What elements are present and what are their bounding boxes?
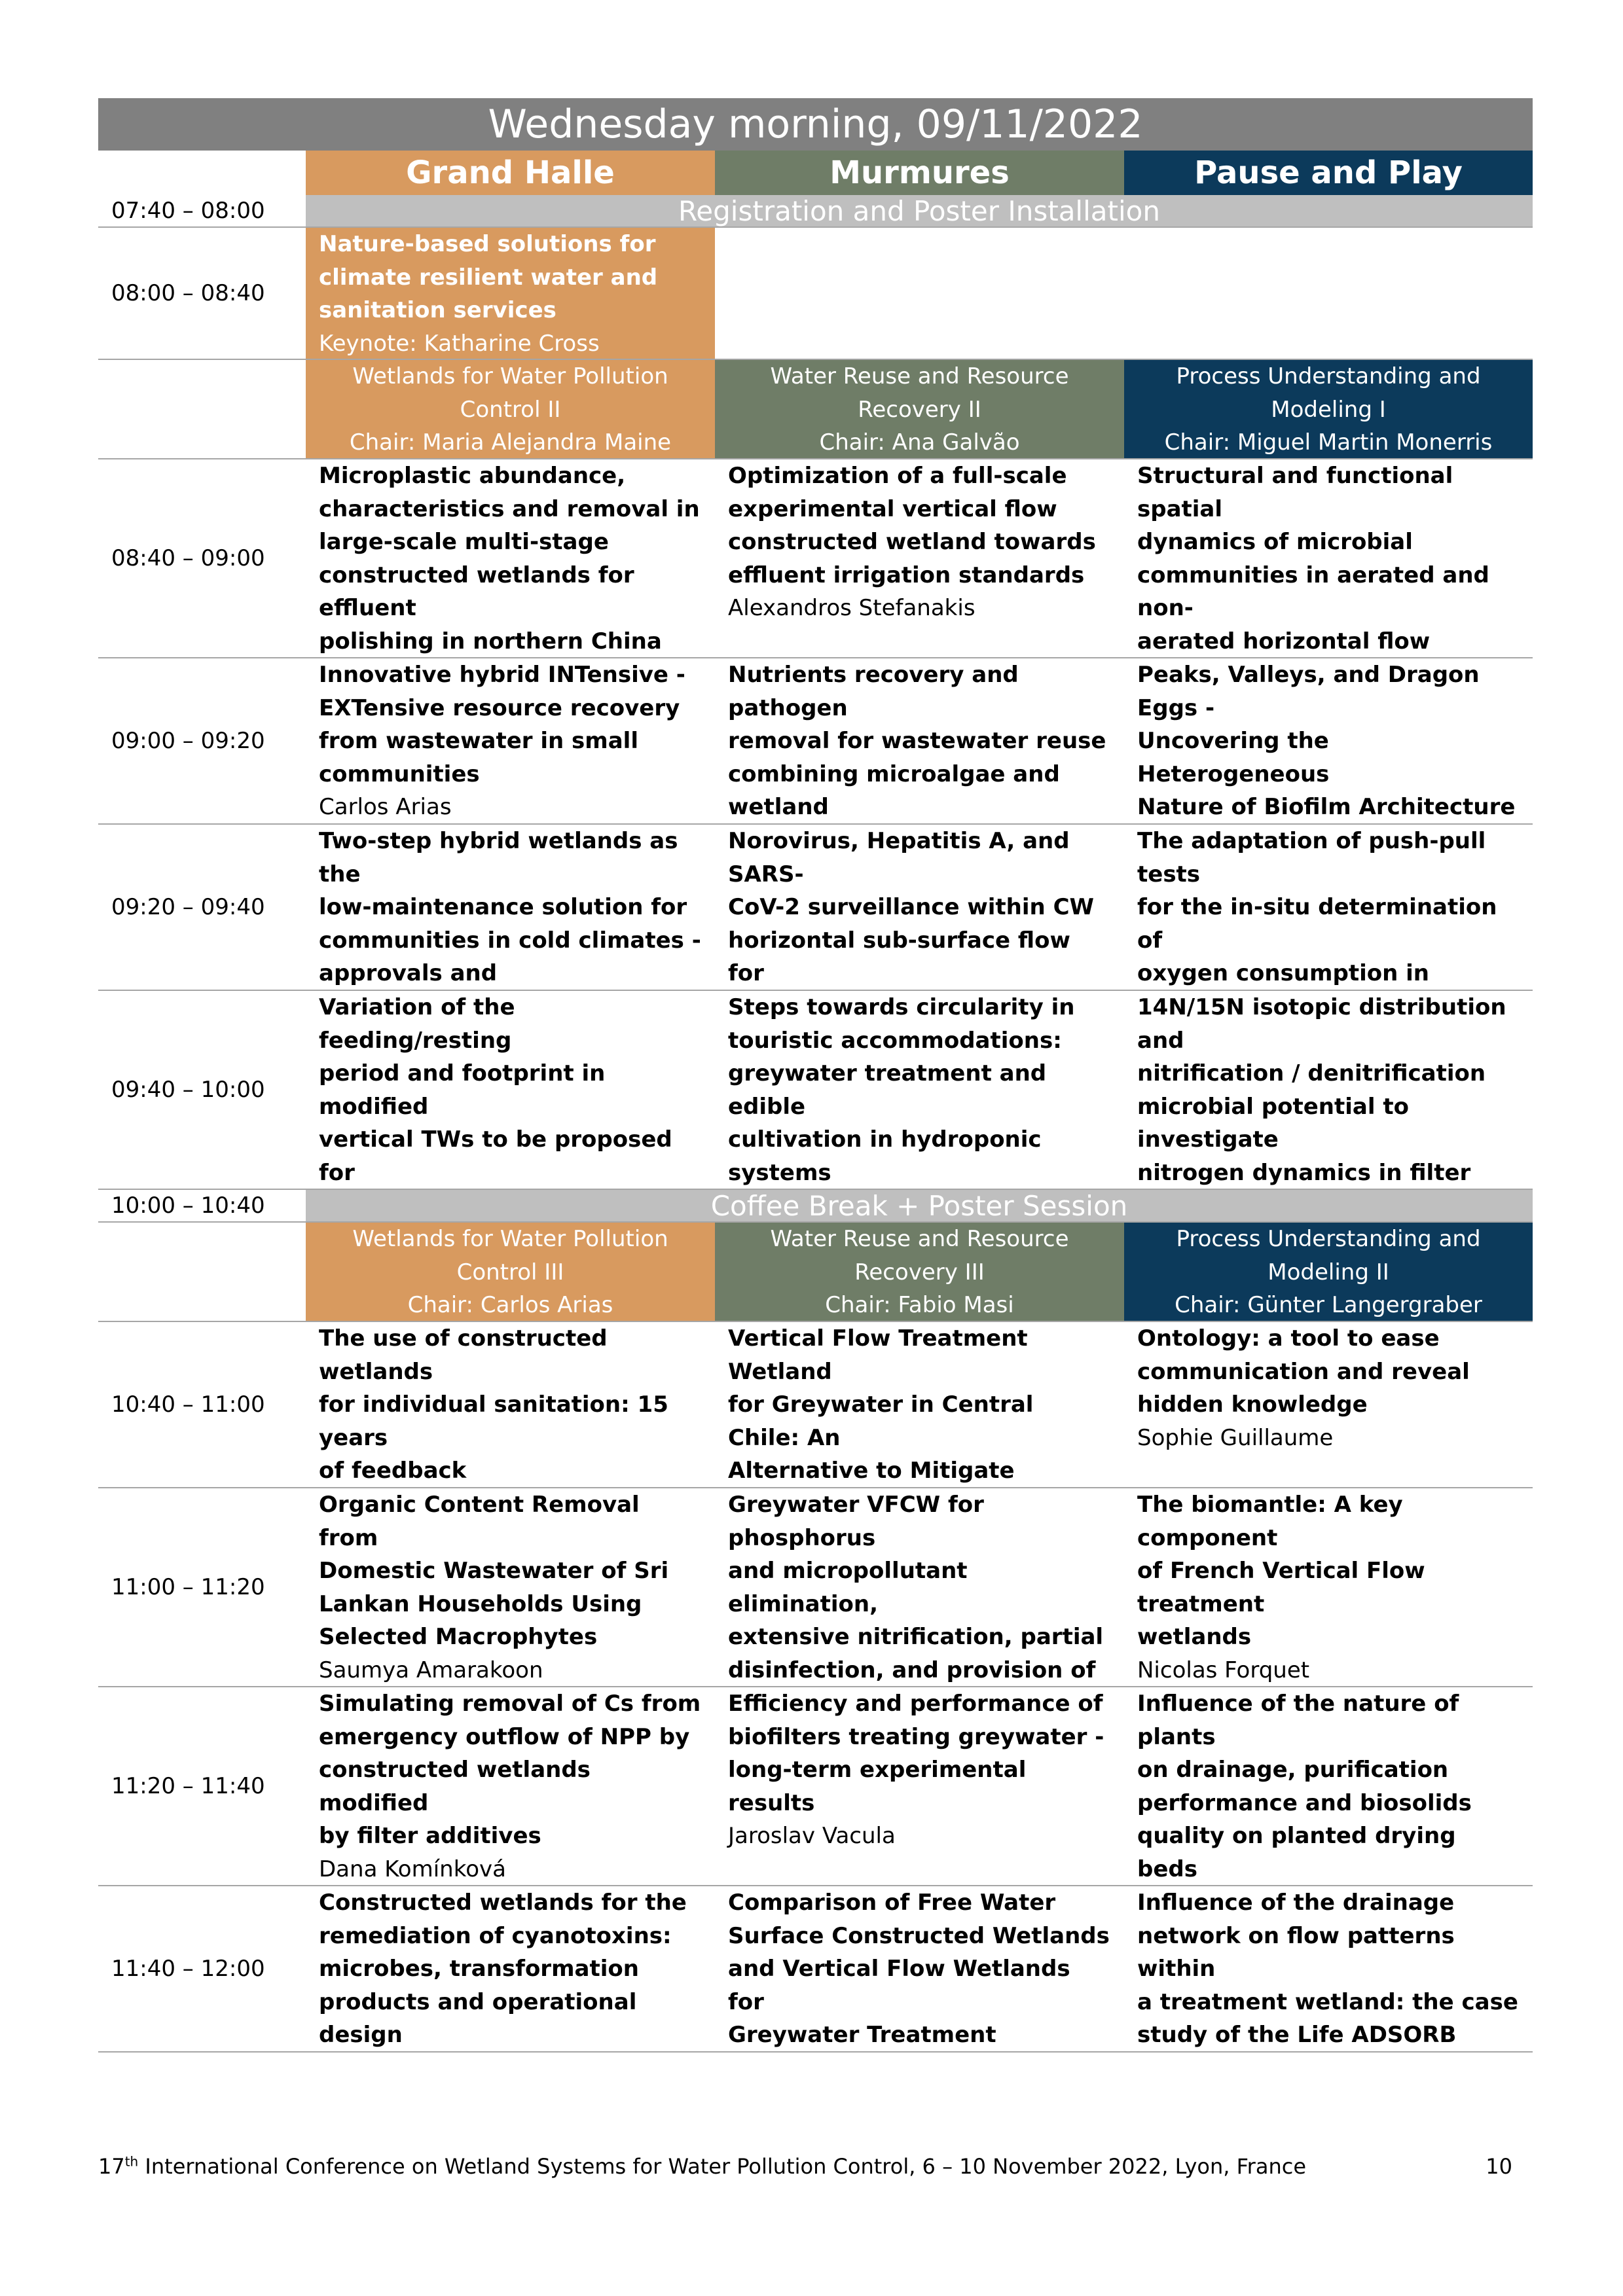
talk-cell (715, 1322, 1124, 1487)
session-chair: Chair: Günter Langergraber (1175, 1292, 1482, 1318)
talk-author: Nicolas Forquet (1137, 1657, 1310, 1683)
session-title: Wetlands for Water Pollution Control III (352, 1226, 668, 1285)
footer-ordinal-suffix: th (124, 2153, 139, 2170)
talk-title: Comparison of Free Water Surface Constructed Wetlands and Vertical Flow Wetlands for Greywater Treatment (728, 1890, 1110, 2048)
talk-slot-row (98, 825, 1533, 991)
session-chair: Chair: Ana Galvão (819, 429, 1020, 456)
talk-cell (715, 459, 1124, 657)
time-header-empty (98, 151, 306, 195)
time-cell: 09:00 – 09:20 (111, 728, 265, 754)
talk-title: Ontology: a tool to ease communication and reveal hidden knowledge (1137, 1325, 1470, 1418)
talk-title: Greywater VFCW for phosphorus and micropollutant elimination, extensive nitrification, partial disinfection, and provision of (728, 1492, 1104, 1683)
time-cell: 08:40 – 09:00 (111, 545, 265, 571)
talk-cell (1124, 658, 1533, 823)
talk-title: Simulating removal of Cs from emergency outflow of NPP by constructed wetlands modified by filter additives (319, 1691, 701, 1849)
time-cell: 08:00 – 08:40 (111, 280, 265, 306)
talk-author: Carlos Arias (319, 794, 452, 820)
page-number: 10 (1486, 2154, 1512, 2179)
time-cell: 10:40 – 11:00 (111, 1391, 265, 1418)
talk-title: Two-step hybrid wetlands as the low-maintenance solution for communities in cold climates - approvals and (319, 828, 701, 986)
talk-title: Peaks, Valleys, and Dragon Eggs - Uncovering the Heterogeneous Nature of Biofilm Architecture (1137, 662, 1516, 820)
keynote-cell (306, 228, 715, 359)
talk-title: Nutrients recovery and pathogen removal for wastewater reuse combining microalgae and wetland (728, 662, 1106, 820)
talk-cell (1124, 459, 1533, 657)
talk-cell (715, 1488, 1124, 1686)
keynote-title: Nature-based solutions for climate resilient water and sanitation services (319, 231, 658, 323)
footer-ordinal: 17 (98, 2154, 125, 2179)
talk-author: Jaroslav Vacula (728, 1823, 896, 1849)
talk-cell (306, 825, 715, 990)
room-murmures: Murmures (715, 151, 1124, 195)
empty-cell (1124, 228, 1533, 359)
talk-title: The use of constructed wetlands for individual sanitation: 15 years of feedback (319, 1325, 668, 1484)
keynote-speaker: Keynote: Katharine Cross (319, 330, 600, 357)
footer-text: International Conference on Wetland Systems for Water Pollution Control, 6 – 10 November 2022, Lyon, France (138, 2154, 1306, 2179)
talk-slot-row (98, 1322, 1533, 1488)
talk-cell (1124, 1886, 1533, 2051)
talk-slot-row (98, 658, 1533, 825)
talk-cell (1124, 1322, 1533, 1487)
coffee-row (98, 1190, 1533, 1223)
time-cell: 09:20 – 09:40 (111, 894, 265, 920)
talk-cell (1124, 1488, 1533, 1686)
time-cell: 11:00 – 11:20 (111, 1574, 265, 1600)
talk-slot-row (98, 991, 1533, 1190)
talk-cell (306, 1886, 715, 2051)
talk-cell (306, 459, 715, 657)
talk-cell (715, 658, 1124, 823)
talk-cell (306, 658, 715, 823)
session-chair: Chair: Miguel Martin Monerris (1164, 429, 1493, 456)
time-cell: 07:40 – 08:00 (111, 198, 265, 224)
talk-cell (715, 991, 1124, 1189)
session-header-cell (1124, 1223, 1533, 1321)
talk-title: Optimization of a full-scale experimental vertical flow constructed wetland towards effluent irrigation standards (728, 463, 1096, 588)
session-title: Process Understanding and Modeling II (1176, 1226, 1481, 1285)
talk-author: Alexandros Stefanakis (728, 595, 976, 621)
session-title: Water Reuse and Resource Recovery II (770, 363, 1069, 423)
talk-slot-row (98, 1886, 1533, 2053)
talk-cell (306, 991, 715, 1189)
session-chair: Chair: Maria Alejandra Maine (349, 429, 672, 456)
registration-banner: Registration and Poster Installation (306, 195, 1533, 226)
slots-group-2 (98, 1322, 1533, 2053)
room-grand-halle: Grand Halle (306, 151, 715, 195)
registration-row (98, 195, 1533, 228)
session-chair: Chair: Fabio Masi (825, 1292, 1014, 1318)
talk-title: Organic Content Removal from Domestic Wastewater of Sri Lankan Households Using Selected Macrophytes (319, 1492, 669, 1650)
talk-cell (1124, 1687, 1533, 1885)
time-cell (98, 360, 306, 458)
talk-title: Vertical Flow Treatment Wetland for Greywater in Central Chile: An Alternative to Mitigate (728, 1325, 1034, 1484)
session-header-row (98, 1223, 1533, 1322)
talk-cell (306, 1687, 715, 1885)
session-header-row (98, 360, 1533, 459)
empty-cell (715, 228, 1124, 359)
session-header-cell (715, 1223, 1124, 1321)
session-title: Wetlands for Water Pollution Control II (352, 363, 668, 423)
page-footer (98, 2153, 1512, 2179)
room-pause-and-play: Pause and Play (1124, 151, 1533, 195)
talk-author: Sophie Guillaume (1137, 1424, 1334, 1451)
talk-title: Efficiency and performance of biofilters treating greywater - long-term experimental results (728, 1691, 1104, 1816)
talk-cell (1124, 825, 1533, 990)
talk-cell (715, 1687, 1124, 1885)
session-header-cell (306, 1223, 715, 1321)
talk-title: Steps towards circularity in touristic accommodations: greywater treatment and edible cultivation in hydroponic systems (728, 994, 1075, 1186)
talk-title: Influence of the nature of plants on drainage, purification performance and biosolids quality on planted drying beds (1137, 1691, 1472, 1882)
talk-author: Dana Komínková (319, 1856, 506, 1882)
talk-title: Structural and functional spatial dynamics of microbial communities in aerated and non- aerated horizontal flow (1137, 463, 1489, 655)
time-cell (98, 1223, 306, 1321)
talk-cell (306, 1322, 715, 1487)
session-header-cell (1124, 360, 1533, 458)
talk-title: Constructed wetlands for the remediation of cyanotoxins: microbes, transformation products and operational design (319, 1890, 687, 2048)
talk-cell (1124, 991, 1533, 1189)
session-title: Water Reuse and Resource Recovery III (770, 1226, 1069, 1285)
time-cell: 10:00 – 10:40 (111, 1193, 265, 1219)
talk-title: 14N/15N isotopic distribution and nitrification / denitrification microbial potential to investigate nitrogen dynamics in filter (1137, 994, 1506, 1186)
schedule-title-bar (98, 98, 1533, 151)
slots-group-1 (98, 459, 1533, 1190)
talk-cell (715, 1886, 1124, 2051)
schedule-title: Wednesday morning, 09/11/2022 (488, 101, 1143, 147)
talk-title: Variation of the feeding/resting period and footprint in modified vertical TWs to be proposed for (319, 994, 672, 1186)
session-header-cell (715, 360, 1124, 458)
talk-title: The adaptation of push-pull tests for the in-situ determination of oxygen consumption in (1137, 828, 1497, 986)
talk-author: Saumya Amarakoon (319, 1657, 543, 1683)
talk-title: Norovirus, Hepatitis A, and SARS- CoV-2 surveillance within CW horizontal sub-surface flow for (728, 828, 1095, 986)
talk-title: Influence of the drainage network on flow patterns within a treatment wetland: the case study of the Life ADSORB (1137, 1890, 1518, 2048)
time-cell: 09:40 – 10:00 (111, 1077, 265, 1103)
session-chair: Chair: Carlos Arias (407, 1292, 613, 1318)
keynote-row (98, 228, 1533, 360)
session-header-cell (306, 360, 715, 458)
session-title: Process Understanding and Modeling I (1176, 363, 1481, 423)
talk-slot-row (98, 459, 1533, 658)
talk-title: Microplastic abundance, characteristics and removal in large-scale multi-stage constructed wetlands for effluent polishing in northern China (319, 463, 700, 655)
footer-conference (98, 2153, 1306, 2179)
time-cell: 11:20 – 11:40 (111, 1773, 265, 1799)
time-cell: 11:40 – 12:00 (111, 1956, 265, 1982)
talk-cell (715, 825, 1124, 990)
schedule-table (98, 98, 1533, 2053)
talk-title: The biomantle: A key component of French Vertical Flow treatment wetlands (1137, 1492, 1425, 1650)
talk-slot-row (98, 1488, 1533, 1687)
coffee-banner: Coffee Break + Poster Session (306, 1190, 1533, 1221)
talk-slot-row (98, 1687, 1533, 1886)
talk-title: Innovative hybrid INTensive - EXTensive resource recovery from wastewater in small communities (319, 662, 685, 787)
talk-cell (306, 1488, 715, 1686)
room-header-row (98, 151, 1533, 195)
